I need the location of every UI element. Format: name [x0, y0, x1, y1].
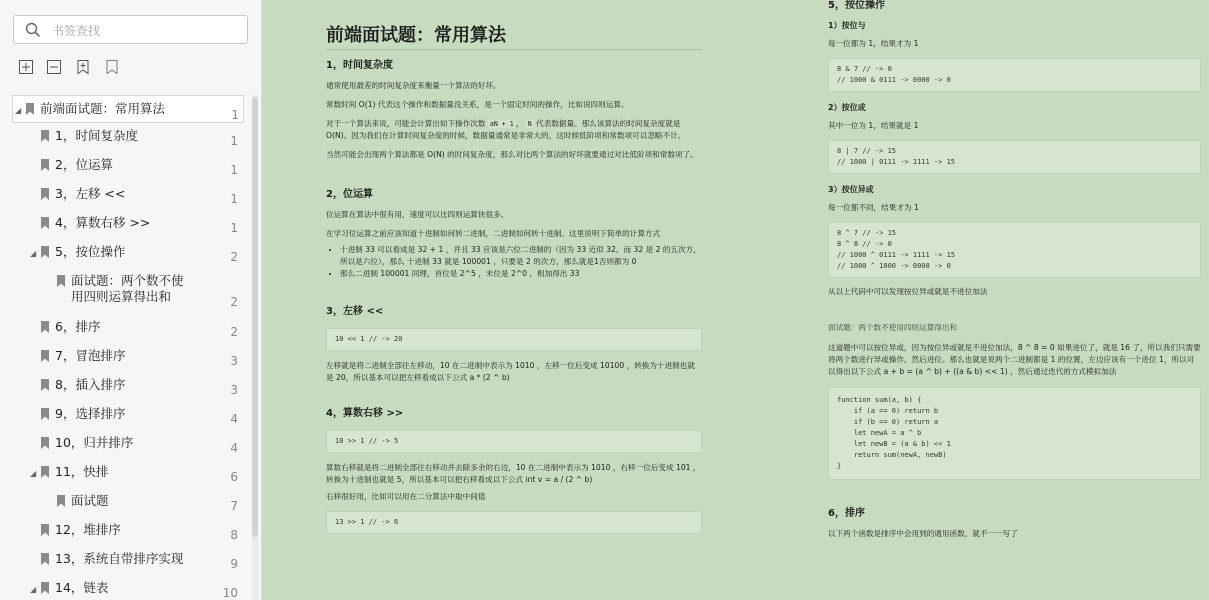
bookmark-icon: [41, 379, 49, 391]
section-heading: 3，左移 <<: [326, 306, 384, 317]
toc-item[interactable]: [0, 181, 248, 210]
toc-item[interactable]: [0, 372, 248, 401]
bookmark-icon: [41, 188, 49, 200]
toc-page: 1: [230, 163, 238, 177]
paragraph: 以下两个函数是排序中会用到的通用函数，就不一一写了: [828, 529, 1018, 538]
toc-label: 9，选择排序: [55, 406, 126, 421]
code-block: 10 >> 1 // -> 5: [326, 430, 702, 453]
toc-item[interactable]: [0, 343, 248, 372]
bookmark-icon: [41, 350, 49, 362]
page-right: [828, 0, 1201, 540]
bookmark-icon: [41, 321, 49, 333]
toc-page: 8: [230, 528, 238, 542]
toc-page: 6: [230, 470, 238, 484]
bookmark-tree: [0, 95, 248, 600]
toc-label: 12，堆排序: [55, 522, 121, 537]
bookmark-icon: [41, 524, 49, 536]
toc-page: 2: [230, 250, 238, 264]
toc-item[interactable]: [0, 152, 248, 181]
toc-page: 1: [230, 221, 238, 235]
code-block: function sum(a, b) { if (a == 0) return b if (b == 0) return a let newA = a ^ b let newB = (a & b) << 1 return sum(newA, newB) }: [828, 387, 1201, 480]
section-heading: 1，时间复杂度: [326, 60, 393, 71]
bookmark-icon: [57, 275, 65, 287]
paragraph: 算数右移就是将二进制全部往右移动并去除多余的右边，10 在二进制中表示为 1010 ，右移一位后变成 101 ，转换为十进制也就是 5，所以基本可以把右移看成以下公式 int v = a / (2 ^ b): [326, 463, 701, 484]
toc-label: 7，冒泡排序: [55, 348, 126, 363]
code-block: 8 | 7 // -> 15 // 1000 | 0111 -> 1111 -> 15: [828, 140, 1201, 174]
bullet-list: [326, 244, 702, 280]
toc-page: 2: [230, 325, 238, 339]
paragraph: [326, 118, 702, 142]
toc-label: 2，位运算: [55, 157, 113, 172]
toc-item[interactable]: [0, 575, 248, 600]
interview-heading: 面试题：两个数不使用四则运算得出和: [828, 323, 958, 332]
toc-item[interactable]: [0, 517, 248, 546]
toc-label: 前端面试题：常用算法: [40, 101, 166, 116]
doc-title: 前端面试题：常用算法: [326, 24, 702, 50]
bookmark-sidebar: [0, 0, 262, 600]
bookmark-search-box[interactable]: [13, 15, 248, 44]
toc-item[interactable]: [0, 123, 248, 152]
toc-label: 1，时间复杂度: [55, 128, 138, 143]
toc-label: 面试题: [71, 493, 109, 508]
code-block: 8 & 7 // -> 0 // 1000 & 0111 -> 0000 -> 0: [828, 58, 1201, 92]
bookmark-icon: [26, 103, 34, 115]
toc-label: 8，插入排序: [55, 377, 126, 392]
bookmark-icon: [41, 217, 49, 229]
paragraph: 其中一位为 1，结果就是 1: [828, 121, 919, 130]
toc-item[interactable]: [0, 239, 248, 268]
toc-page: 9: [230, 557, 238, 571]
toc-item[interactable]: [0, 314, 248, 343]
bookmark-icon: [41, 553, 49, 565]
subheading: 1）按位与: [828, 21, 866, 30]
bookmark-add-icon[interactable]: [75, 59, 91, 75]
paragraph: 这道题中可以按位异或，因为按位异或就是不进位加法，8 ^ 8 = 0 如果进位了，就是 16 了，所以我们只需要将两个数进行异或操作，然后进位。那么也就是说两个二进制都是 1 的位置，左边应该有一个进位 1，所以可以得出以下公式 a + b = (a ^ b) + ((a & b) << 1) ，然后通过迭代的方式模拟加法: [828, 343, 1201, 376]
toc-page: 10: [222, 586, 238, 600]
bookmark-search-input[interactable]: [50, 20, 244, 42]
bookmark-icon: [41, 466, 49, 478]
subheading: 3）按位异或: [828, 185, 874, 194]
section-heading: 5，按位操作: [828, 0, 885, 11]
paragraph: 左移就是将二进制全部往左移动，10 在二进制中表示为 1010 ，左移一位后变成 10100 ，转换为十进制也就是 20，所以基本可以把左移看成以下公式 a * (2 ^ b): [326, 361, 695, 382]
toc-label: 4，算数右移 >>: [55, 215, 151, 230]
paragraph: 当然可能会出现两个算法都是 O(N) 的时间复杂度，那么对比两个算法的好坏就要通过对比低阶项和常数项了。: [326, 150, 698, 159]
bookmark-icon: [41, 408, 49, 420]
collapse-arrow-icon[interactable]: ◢: [15, 106, 22, 115]
bookmark-icon: [41, 159, 49, 171]
list-item: • 那么二进制 100001 同理，首位是 2^5 ，末位是 2^0 ，相加得出 33: [340, 268, 702, 280]
paragraph: 常数时间 O(1) 代表这个操作和数据量没关系，是一个固定时间的操作，比如说四则运算。: [326, 100, 629, 109]
section-heading: 6，排序: [828, 508, 865, 519]
toc-page: 1: [230, 192, 238, 206]
bookmark-icon: [41, 582, 49, 594]
toc-label: 10，归并排序: [55, 435, 134, 450]
paragraph: 从以上代码中可以发现按位异或就是不进位加法: [828, 287, 988, 296]
toc-label: 面试题：两个数不使用四则运算得出和: [71, 273, 184, 304]
toc-item[interactable]: [12, 95, 244, 123]
paragraph: 位运算在算法中很有用，速度可以比四则运算快很多。: [326, 210, 509, 219]
code-block: 8 ^ 7 // -> 15 8 ^ 8 // -> 0 // 1000 ^ 0111 -> 1111 -> 15 // 1000 ^ 1000 -> 0000 -> 0: [828, 222, 1201, 278]
toc-item[interactable]: [0, 546, 248, 575]
page-left: [326, 24, 702, 534]
toc-label: 11，快排: [55, 464, 109, 479]
inline-code: N: [527, 120, 532, 128]
toc-page: 3: [230, 354, 238, 368]
paragraph: 在学习位运算之前应该知道十进制如何转二进制，二进制如何转十进制。这里说明下简单的计算方式: [326, 229, 661, 238]
list-item: • 十进制 33 可以看成是 32 + 1 ，并且 33 应该是六位二进制的（因为 33 近似 32，而 32 是 2 的五次方，所以是六位），那么 十进制 33 就是 100001 ，只要是 2 的次方，那么就是1否则都为 0: [340, 244, 702, 268]
scrollbar-thumb[interactable]: [252, 97, 258, 537]
toc-label: 3，左移 <<: [55, 186, 126, 201]
paragraph: 右移很好用，比如可以用在二分算法中取中间值: [326, 492, 486, 501]
bookmark-icon: [41, 246, 49, 258]
toc-item[interactable]: [0, 268, 248, 314]
toc-label: 14，链表: [55, 580, 109, 595]
document-view[interactable]: [262, 0, 1209, 600]
bookmark-icon: [41, 130, 49, 142]
text: 代表数据量。那么该算法的时间复杂度就是 O(N)。因为我们在计算时间复杂度的时候，数据量通常是非常大的，这时候低阶项和常数项可以忽略不计。: [326, 119, 686, 140]
toc-page: 7: [230, 499, 238, 513]
toc-page: 2: [230, 295, 238, 309]
section-heading: 4，算数右移 >>: [326, 408, 404, 419]
collapse-arrow-icon[interactable]: ◢: [30, 585, 37, 594]
toc-label: 5，按位操作: [55, 244, 126, 259]
bookmark-outline-icon[interactable]: [104, 59, 120, 75]
toc-item[interactable]: [0, 488, 248, 517]
text: ，: [515, 119, 524, 128]
collapse-arrow-icon[interactable]: ◢: [30, 469, 37, 478]
sidebar-scrollbar[interactable]: [252, 95, 258, 600]
toc-page: 1: [230, 134, 238, 148]
toc-page: 3: [230, 383, 238, 397]
expand-all-icon[interactable]: [18, 59, 34, 75]
toc-page: 1: [231, 108, 239, 122]
bookmark-icon: [41, 437, 49, 449]
collapse-all-icon[interactable]: [46, 59, 62, 75]
inline-code: aN + 1: [489, 120, 514, 128]
toc-item[interactable]: [0, 459, 248, 488]
toc-label: 13，系统自带排序实现: [55, 551, 184, 566]
section-heading: 2，位运算: [326, 189, 373, 200]
code-block: 10 << 1 // -> 20: [326, 328, 702, 351]
toc-item[interactable]: [0, 210, 248, 239]
paragraph: 每一位都不同，结果才为 1: [828, 203, 919, 212]
paragraph: 每一位都为 1，结果才为 1: [828, 39, 919, 48]
bookmark-icon: [57, 495, 65, 507]
toc-page: 4: [230, 441, 238, 455]
toc-item[interactable]: [0, 430, 248, 459]
toc-page: 4: [230, 412, 238, 426]
collapse-arrow-icon[interactable]: ◢: [30, 249, 37, 258]
toc-label: 6，排序: [55, 319, 101, 334]
toc-item[interactable]: [0, 401, 248, 430]
code-block: 13 >> 1 // -> 6: [326, 511, 702, 534]
search-icon: [25, 22, 41, 38]
text: 对于一个算法来说，可能会计算出如下操作次数: [326, 119, 486, 128]
subheading: 2）按位或: [828, 103, 866, 112]
paragraph: 通常使用最差的时间复杂度来衡量一个算法的好坏。: [326, 81, 501, 90]
